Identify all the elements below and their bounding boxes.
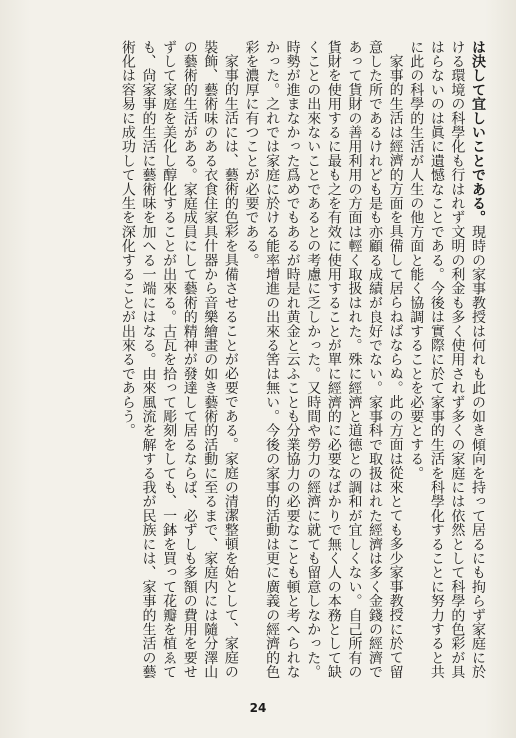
page-number: 24 <box>249 701 267 715</box>
body-text: 家庭の清潔整頓を始として、家庭の裝飾、藝術味のある衣食住家具什器から音樂繪畫の如き藝術的活動に至るまで、家庭内には隨分澤山の藝術的生活がある。家庭成員にして藝術的精神が發達して居るならば、必ずしも多額の費用を要せずして家庭を美化し醇化することが出來る。古瓦を拾って彫刻をしても、一鉢を買って花瓣を植ゑても、尙家事的生活に藝術味を加へる一端にはなる。由來風流を解する我が民族には、家事的生活の藝術化は容易に成功して人生を深化することが出來るであらう。 <box>119 40 239 679</box>
paragraph <box>241 40 406 680</box>
body-text: 家事的生活には、藝術的色彩を具備させることが必要である。 <box>222 54 239 452</box>
emphasized-text: は決して宜しいことである。 <box>470 40 486 225</box>
paragraph <box>117 40 241 680</box>
body-text: 家事的生活は經濟的方面を具備して居らねばならぬ。此の方面は從來とても多少家事教授に於て留意した所であるけれども是も亦顧る成績が良好でない。家事科で取扱はれた經濟は多く金錢の經濟であって貨財の善用利用の方面は輕く取扱はれた。殊に經濟と道德との調和が宜しくない。自己所有の貨財を使用するに最も之を有效に使用することが單に經濟的に必要なばかりで無く人の本務として缺くことの出來ないことであるとの考慮に乏しかった。又時間や勞力の經濟に就ても留意しなかった。時勢が進まなかった爲めでもあるが時是れ黄金と云ふことも分業協力の必要なことも頓と考へられなかった。之れでは家庭に於ける能率增進の出來る筈は無い。今後の家事的活動は更に廣義の經濟的色彩を濃厚に有つことが必要である。 <box>243 40 404 679</box>
paragraph <box>406 40 488 680</box>
body-text: 現時の家事教授は何れも此の如き傾向を持って居るにも拘らず家庭に於ける環境の科學化も行はれず文明の利金も多く使用されず多くの家庭には依然として科學的色彩が具はらないのは眞に遺憾なことである。今後は實際に於て家事的生活を科學化することに努力すると共に此の科學的生活が人生の他方面と能く協調することを必要とする。 <box>408 40 486 680</box>
vertical-text-block <box>32 40 488 680</box>
